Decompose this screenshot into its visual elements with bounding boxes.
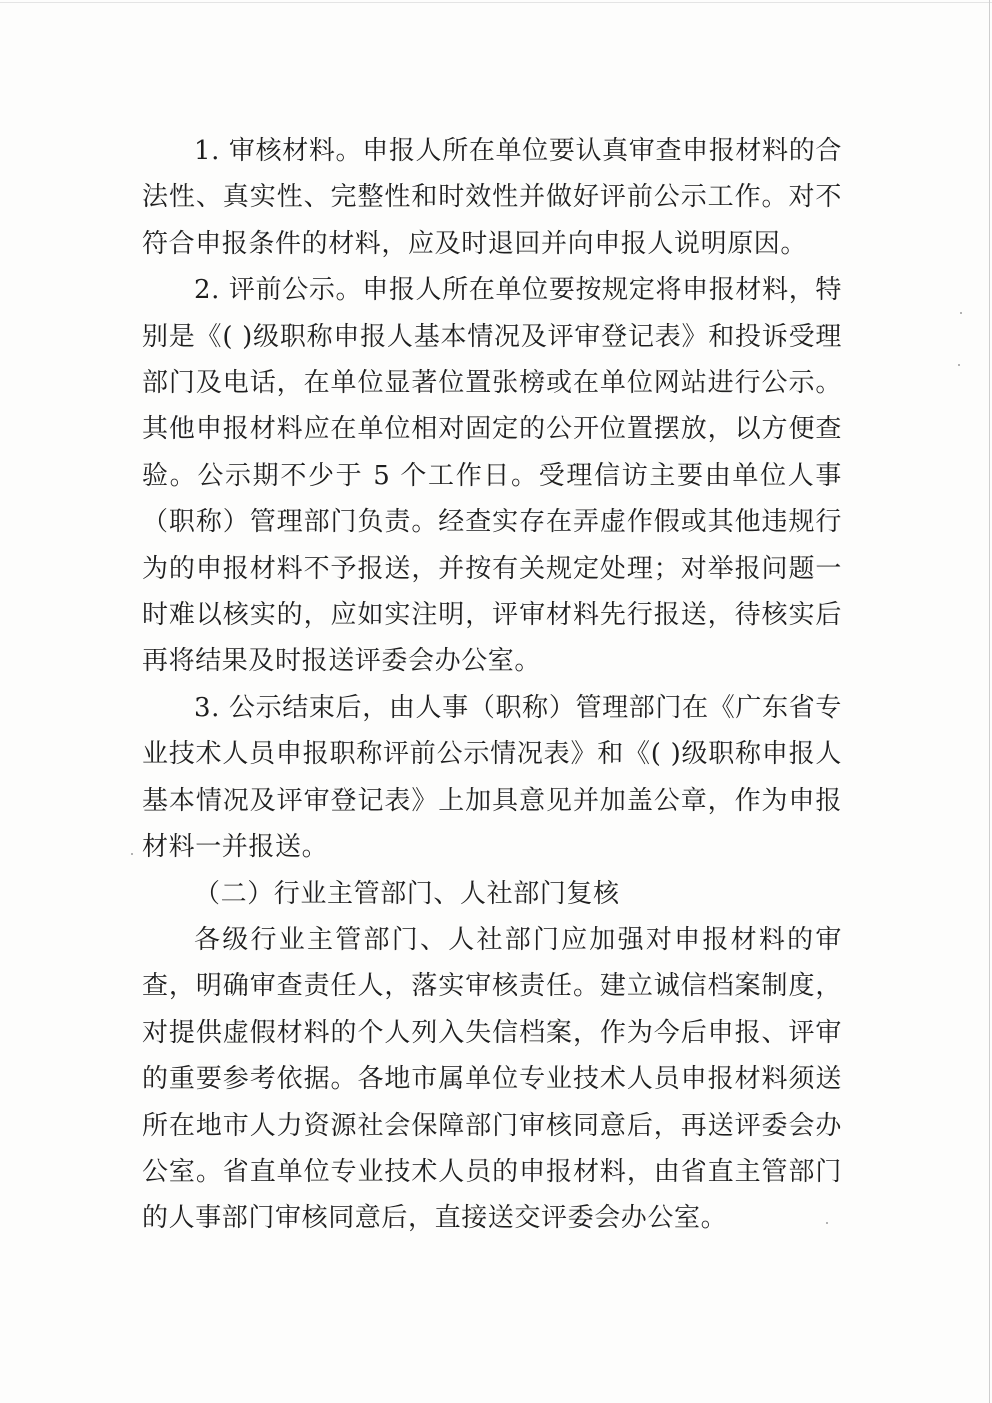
scan-edge-top [0, 2, 992, 3]
scan-speck [131, 853, 133, 855]
paragraph-pre-review-publicity: 2. 评前公示。申报人所在单位要按规定将申报材料，特别是《( )级职称申报人基本情况及评审登记表》和投诉受理部门及电话，在单位显著位置张榜或在单位网站进行公示。其他申报材料应在单位相对固定的公开位置摆放，以方便查验。公示期不少于 5 个工作日。受理信访主要由单位人事（职称）管理部门负责。经查实存在弄虚作假或其他违规行为的申报材料不予报送，并按有关规定处理；对举报问题一时难以核实的，应如实注明，评审材料先行报送，待核实后再将结果及时报送评委会办公室。 [142, 275, 842, 677]
scan-edge-right [989, 0, 990, 1403]
scan-speck [958, 364, 960, 366]
section-heading: （二）行业主管部门、人社部门复核 [194, 878, 620, 909]
scan-speck [960, 312, 962, 314]
paragraph-after-publicity: 3. 公示结束后，由人事（职称）管理部门在《广东省专业技术人员申报职称评前公示情况表》和《( )级职称申报人基本情况及评审登记表》上加具意见并加盖公章，作为申报材料一并报送。 [142, 692, 842, 863]
document-body [142, 128, 842, 1242]
paragraph-department-review: 各级行业主管部门、人社部门应加强对申报材料的审查，明确审查责任人，落实审核责任。建立诚信档案制度，对提供虚假材料的个人列入失信档案，作为今后申报、评审的重要参考依据。各地市属单位专业技术人员申报材料须送所在地市人力资源社会保障部门审核同意后，再送评委会办公室。省直单位专业技术人员的申报材料，由省直主管部门的人事部门审核同意后，直接送交评委会办公室。 [142, 924, 842, 1234]
paragraph-review-materials: 1. 审核材料。申报人所在单位要认真审查申报材料的合法性、真实性、完整性和时效性并做好评前公示工作。对不符合申报条件的材料，应及时退回并向申报人说明原因。 [142, 136, 842, 259]
